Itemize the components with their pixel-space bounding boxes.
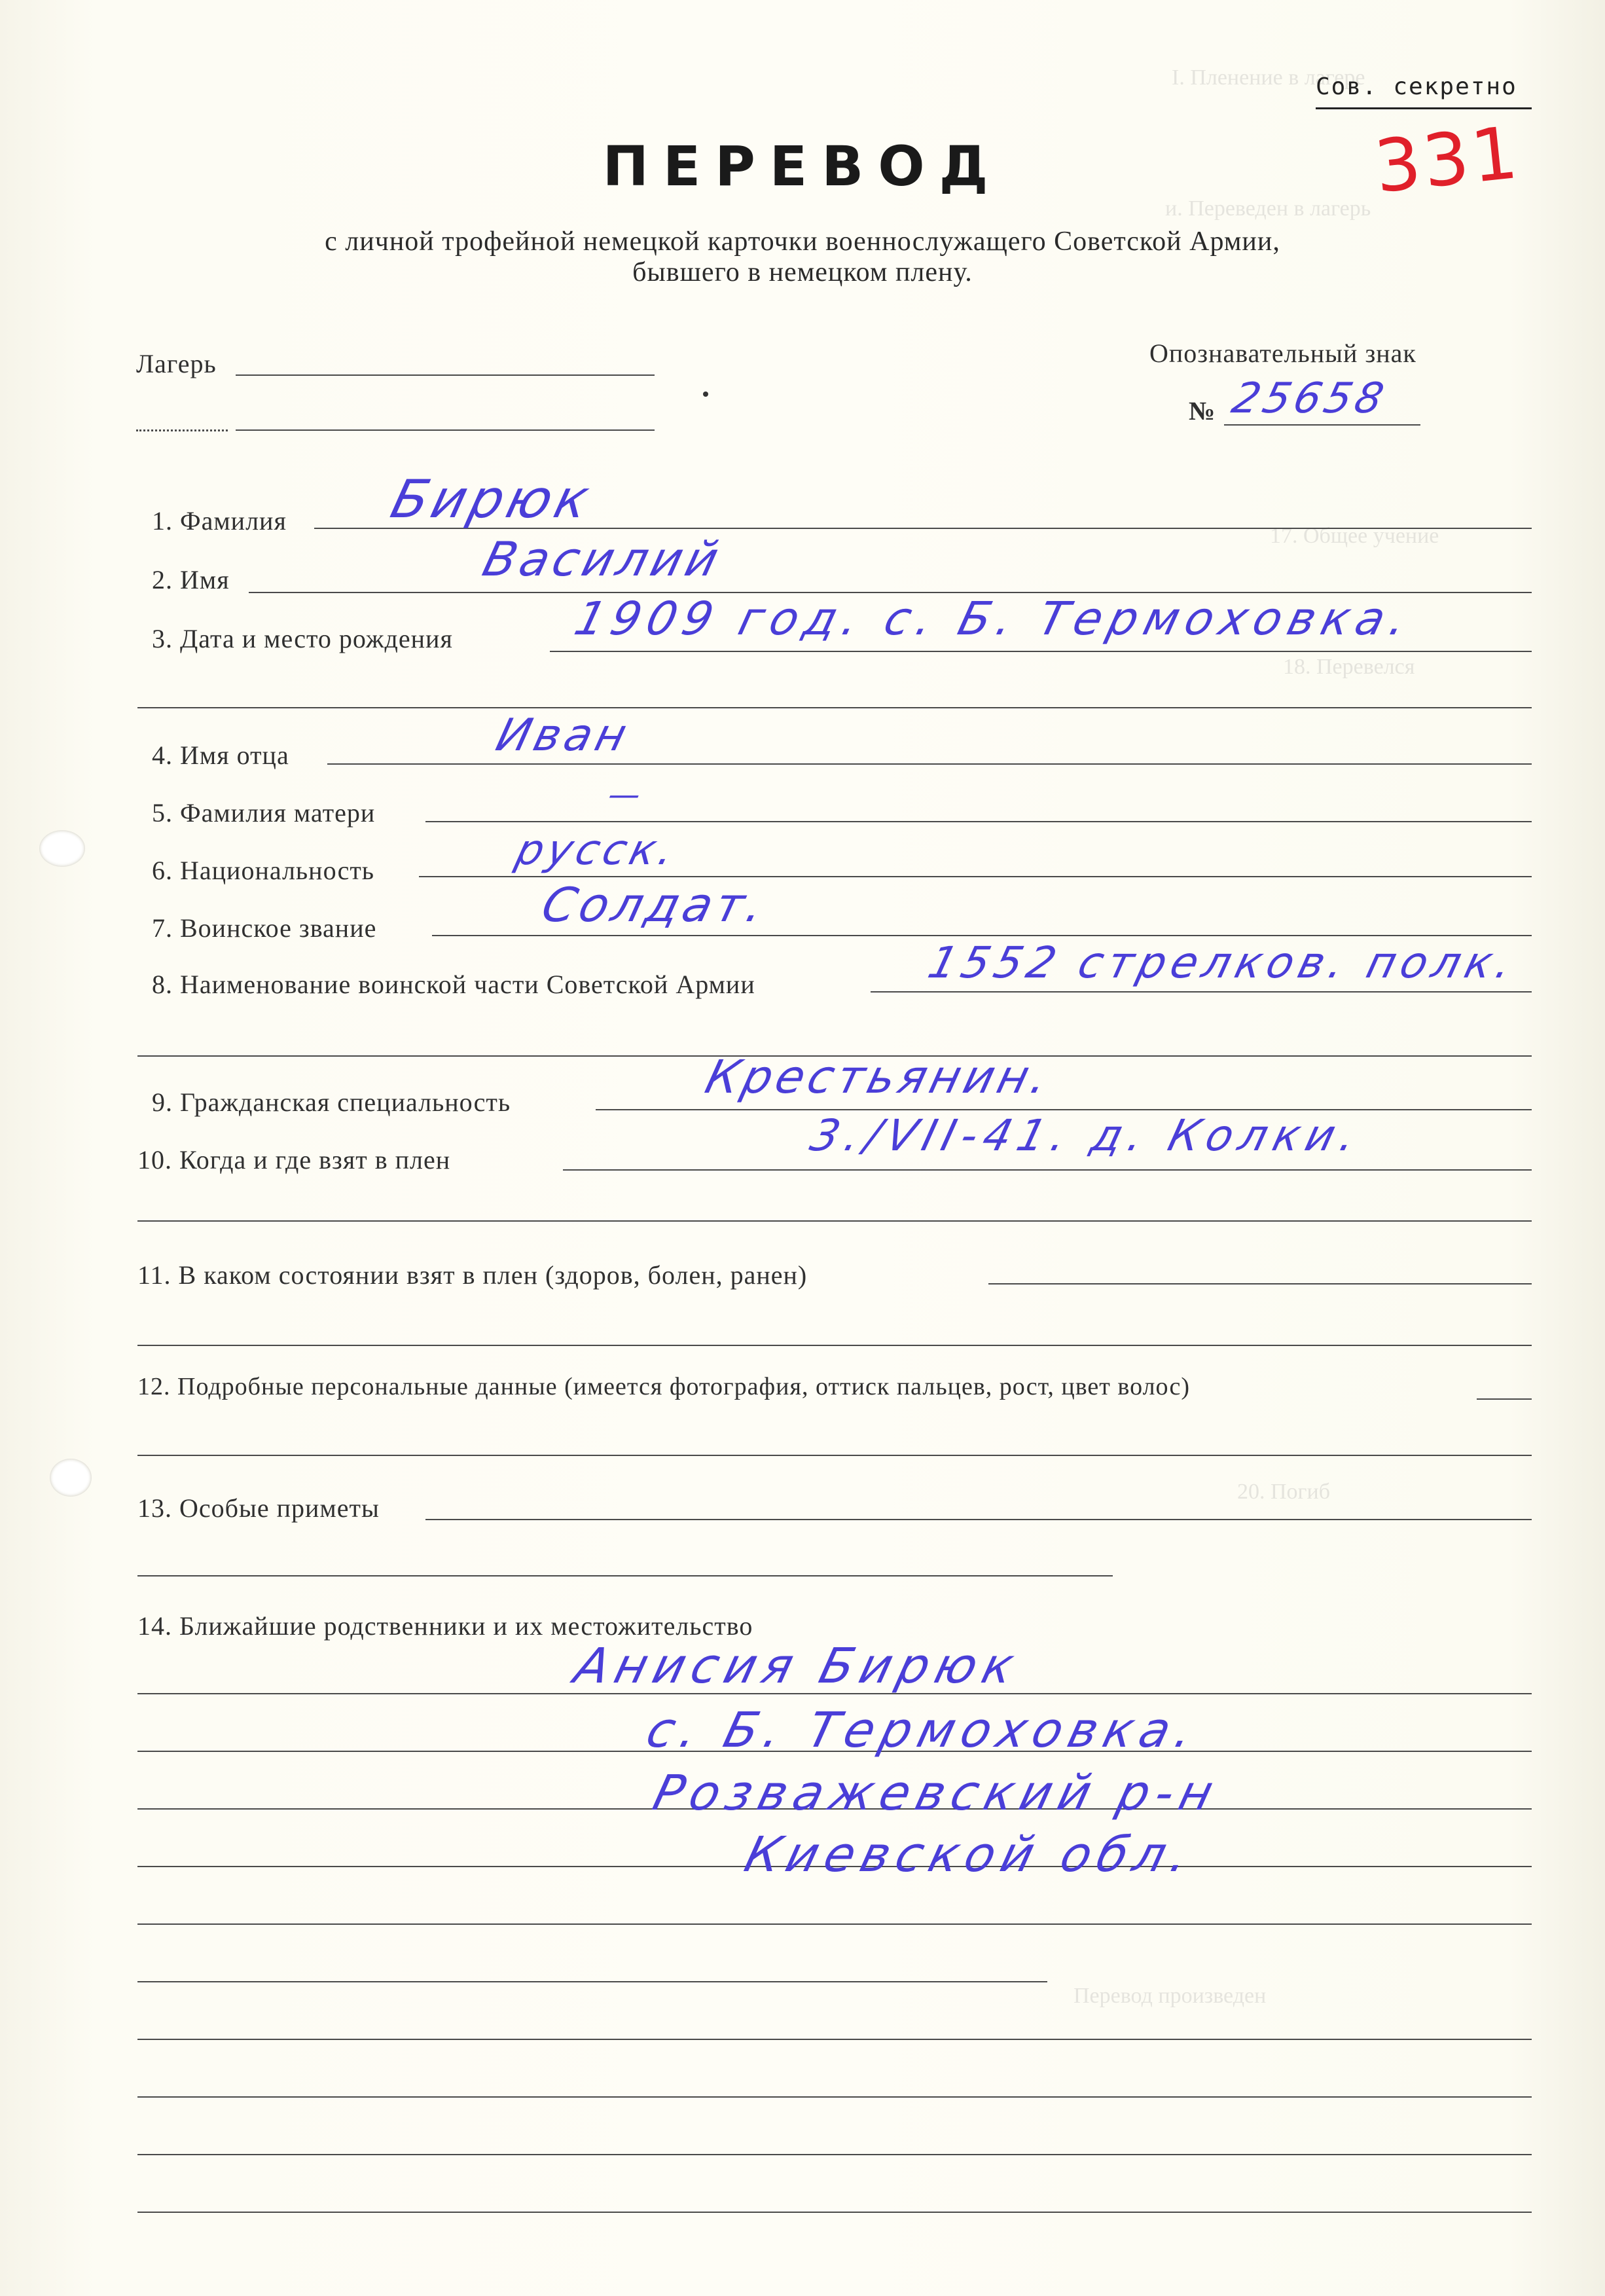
field-line-marks [425, 1519, 1532, 1520]
field-value-surname: Бирюк [385, 469, 599, 530]
ink-dot [703, 392, 708, 397]
bleed-through-text: Перевод произведен [1073, 1984, 1267, 2008]
field-label-relatives: 14. Ближайшие родственники и их местожительство [137, 1611, 753, 1641]
camp-dotted-line [136, 429, 228, 431]
id-tag-label: Опознавательный знак [1149, 338, 1416, 368]
id-tag-value: 25658 [1227, 374, 1392, 423]
field-label-father: 4. Имя отца [152, 740, 289, 770]
field-label-birth: 3. Дата и место рождения [152, 624, 453, 653]
relative-district: Розважевский р-н [647, 1765, 1225, 1821]
relative-region: Киевской обл. [739, 1827, 1201, 1883]
camp-label: Лагерь [136, 349, 217, 378]
relative-name: Анисия Бирюк [569, 1638, 1026, 1694]
field-line-mother [425, 821, 1532, 822]
field-label-first-name: 2. Имя [152, 565, 230, 594]
field-value-father: Иван [491, 710, 636, 761]
classification-label: Сов. секретно [1316, 73, 1517, 100]
bleed-through-text: I. Пленение в лагере [1172, 65, 1365, 90]
id-tag-field-line [1224, 424, 1420, 426]
field-label-captured: 10. Когда и где взят в плен [137, 1145, 451, 1175]
relative-village: с. Б. Термоховка. [641, 1702, 1206, 1758]
field-label-surname: 1. Фамилия [152, 506, 287, 536]
field-value-captured: 3./VII-41. д. Колки. [805, 1110, 1368, 1161]
field-line-rank [432, 935, 1532, 936]
punch-hole [39, 830, 85, 867]
field-value-rank: Солдат. [536, 877, 774, 932]
relatives-line-6 [137, 1981, 1047, 1982]
relatives-line-7 [137, 2039, 1532, 2040]
classification-underline [1316, 107, 1532, 109]
subtitle-line-1: с личной трофейной немецкой карточки военнослужащего Советской Армии, [325, 227, 1280, 257]
field-label-unit: 8. Наименование воинской части Советской Армии [152, 970, 755, 999]
camp-field-line [236, 374, 655, 376]
field-value-unit: 1552 стрелков. полк. [923, 938, 1523, 988]
id-tag-number-sign: № [1189, 396, 1216, 426]
field-label-marks: 13. Особые приметы [137, 1493, 380, 1523]
subtitle-line-2: бывшего в немецком плену. [632, 257, 973, 287]
bleed-through-text: 17. Общее учение [1270, 524, 1439, 548]
field-line-condition-2 [137, 1345, 1532, 1346]
field-value-birth: 1909 год. с. Б. Термоховка. [569, 592, 1419, 646]
relatives-line-10 [137, 2212, 1532, 2213]
field-line-captured-2 [137, 1220, 1532, 1222]
bleed-through-text: 18. Перевелся [1283, 655, 1415, 679]
field-line-marks-2 [137, 1575, 1113, 1576]
field-label-mother: 5. Фамилия матери [152, 798, 376, 828]
field-label-personal-data: 12. Подробные персональные данные (имеется фотография, оттиск пальцев, рост, цвет волос) [137, 1373, 1190, 1400]
field-line-condition [988, 1283, 1532, 1285]
field-value-mother: — [604, 776, 649, 813]
bleed-through-text: 20. Погиб [1237, 1480, 1330, 1504]
field-line-personal-data-2 [137, 1455, 1532, 1456]
stamp-number: 331 [1370, 110, 1524, 210]
field-value-profession: Крестьянин. [700, 1050, 1058, 1104]
field-label-profession: 9. Гражданская специальность [152, 1087, 511, 1117]
field-label-condition: 11. В каком состоянии взят в плен (здоров, болен, ранен) [137, 1260, 808, 1290]
field-line-personal-data [1477, 1398, 1532, 1400]
relatives-line-5 [137, 1923, 1532, 1925]
bleed-through-text: и. Переведен в лагерь [1165, 196, 1371, 221]
field-line-father [327, 763, 1532, 765]
punch-hole [50, 1459, 92, 1497]
relatives-line-8 [137, 2096, 1532, 2098]
field-value-first-name: Василий [477, 532, 728, 587]
field-label-rank: 7. Воинское звание [152, 913, 377, 943]
field-line-unit [871, 991, 1532, 993]
field-value-nationality: русск. [511, 826, 683, 875]
field-line-birth-2 [137, 707, 1532, 708]
page-title: ПЕРЕВОД [602, 134, 1003, 198]
field-line-birth [550, 651, 1532, 652]
relatives-line-9 [137, 2154, 1532, 2155]
field-label-nationality: 6. Национальность [152, 856, 375, 885]
field-line-captured [563, 1169, 1532, 1171]
camp-field-line-2 [236, 429, 655, 431]
